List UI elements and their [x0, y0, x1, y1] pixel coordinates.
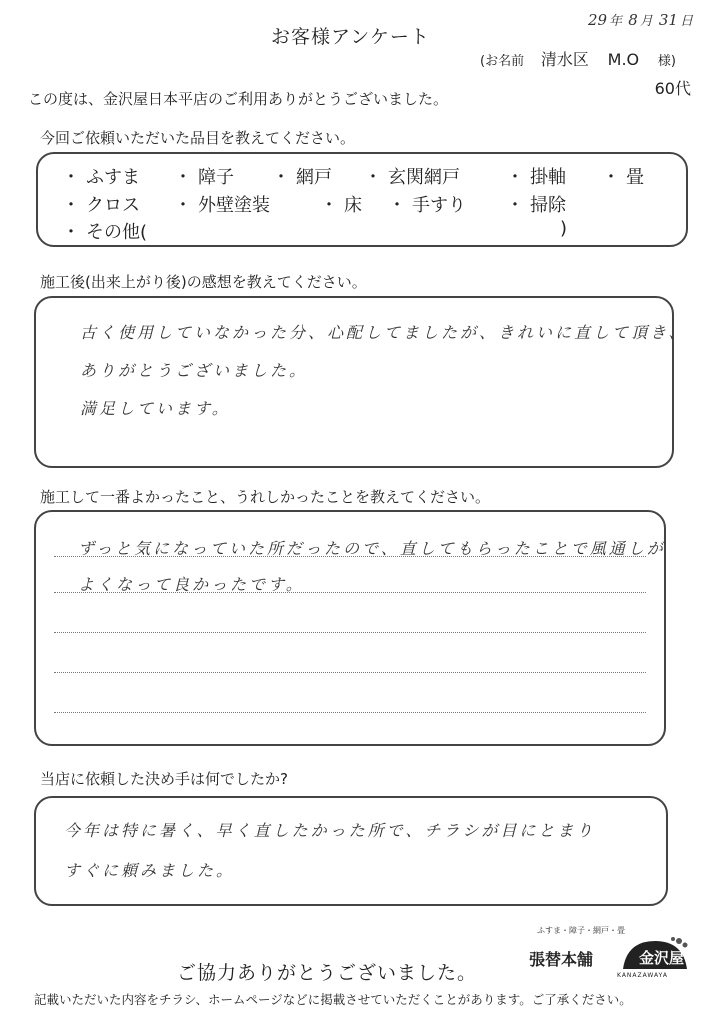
page-title: お客様アンケート — [271, 26, 430, 48]
item-amido: ・ 網戸 — [272, 167, 332, 188]
logo-tagline: ふすま・障子・網戸・畳 — [537, 926, 625, 935]
item-other: ・ その他( — [62, 222, 148, 243]
name-area: 清水区 — [540, 50, 589, 69]
q2-label: 施工後(出来上がり後)の感想を教えてください。 — [40, 273, 367, 291]
survey-date — [586, 10, 693, 29]
q4-line-1: 今年は特に暑く、早く直したかった所で、チラシが目にとまり — [64, 821, 596, 840]
item-tatami: ・ 畳 — [602, 167, 644, 188]
name-initials: M.O — [607, 50, 640, 69]
q1-label: 今回ご依頼いただいた品目を教えてください。 — [40, 129, 356, 147]
date-month: 8 — [628, 11, 638, 29]
rule-line — [54, 712, 646, 713]
q3-line-2: よくなって良かったです。 — [78, 575, 305, 594]
q4-label: 当店に依頼した決め手は何でしたか? — [40, 770, 288, 788]
q3-label: 施工して一番よかったこと、うれしかったことを教えてください。 — [40, 488, 491, 506]
rule-line — [54, 592, 646, 593]
q4-answer-box — [34, 796, 668, 906]
customer-age: 60代 — [654, 79, 691, 98]
item-genkan-amido: ・ 玄関網戸 — [364, 167, 460, 188]
item-cloth: ・ クロス — [62, 195, 140, 216]
q2-line-3: 満足しています。 — [80, 399, 231, 418]
logo-brand-name: 金沢屋 — [639, 949, 685, 967]
logo-brand-en: KANAZAWAYA — [617, 972, 668, 979]
q1-items-box — [36, 152, 688, 247]
date-year-unit: 年 — [609, 14, 623, 29]
rule-line — [54, 556, 646, 557]
q2-line-1: 古く使用していなかった分、心配してましたが、きれいに直して頂き、 — [80, 323, 688, 342]
date-day: 31 — [658, 11, 678, 29]
thanks-message: ご協力ありがとうございました。 — [177, 962, 478, 984]
item-floor: ・ 床 — [320, 195, 362, 216]
kanazawaya-logo — [527, 925, 692, 980]
footer-notice: 記載いただいた内容をチラシ、ホームページなどに掲載させていただくことがあります。ご了承ください。 — [34, 992, 632, 1007]
date-year: 29 — [587, 11, 608, 29]
item-other-close: ) — [560, 218, 568, 239]
logo-shop-name: 張替本舗 — [529, 950, 594, 969]
item-exterior-paint: ・ 外壁塗装 — [174, 195, 270, 216]
q2-answer-box — [34, 296, 688, 468]
item-shoji: ・ 障子 — [174, 167, 234, 188]
q4-line-2: すぐに頼みました。 — [64, 861, 236, 880]
name-honorific: 様) — [657, 54, 676, 69]
customer-name-row — [480, 47, 688, 70]
date-day-unit: 日 — [679, 14, 693, 29]
q3-answer-box — [34, 510, 666, 746]
rule-line — [54, 672, 646, 673]
date-month-unit: 月 — [639, 14, 653, 29]
q2-line-2: ありがとうございました。 — [80, 361, 309, 380]
q3-line-1: ずっと気になっていた所だったので、直してもらったことで風通しが — [78, 539, 666, 558]
item-cleaning: ・ 掃除 — [506, 195, 566, 216]
item-fusuma: ・ ふすま — [62, 167, 140, 188]
item-handrail: ・ 手すり — [388, 195, 466, 216]
rule-line — [54, 632, 646, 633]
item-kakejiku: ・ 掛軸 — [506, 167, 566, 188]
intro-text: この度は、金沢屋日本平店のご利用ありがとうございました。 — [28, 90, 449, 108]
name-label: (お名前 — [480, 54, 525, 69]
